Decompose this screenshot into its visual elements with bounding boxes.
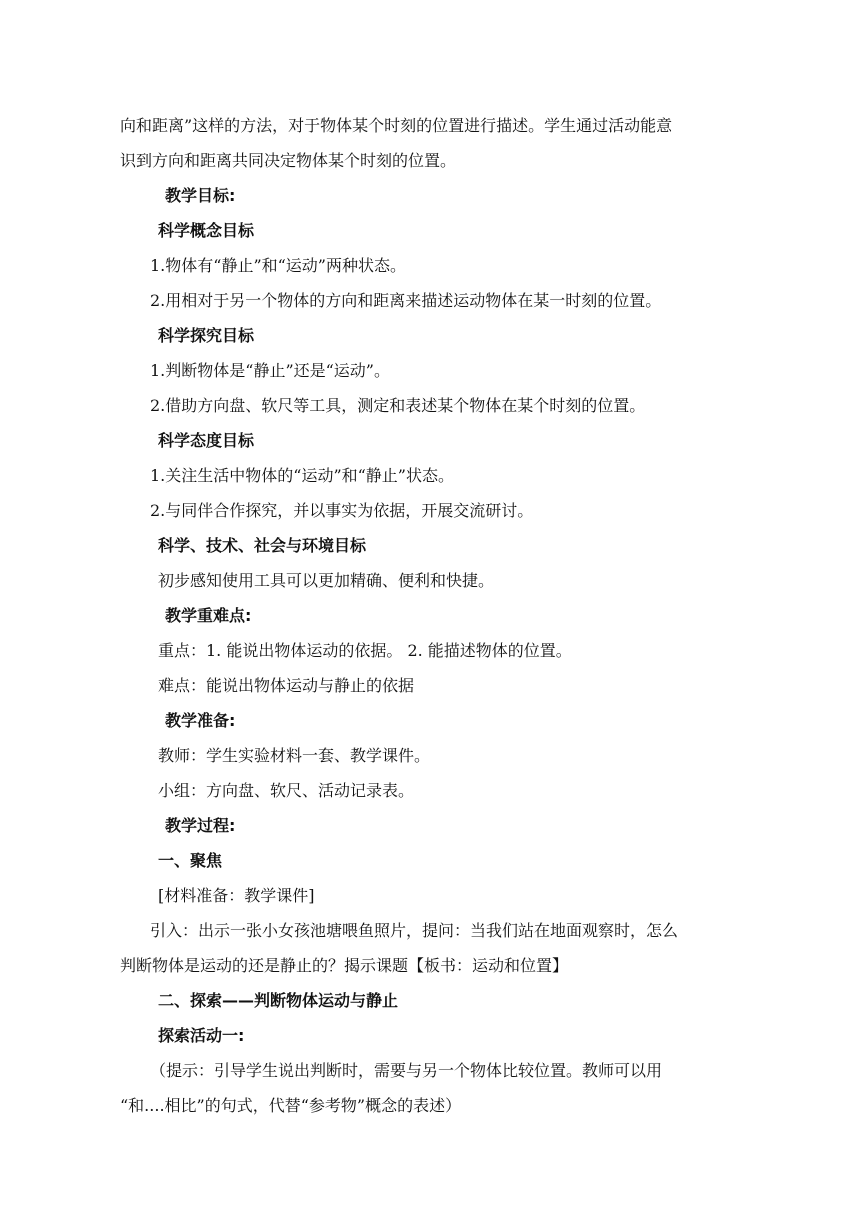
paragraph: [材料准备：教学课件] [158, 886, 315, 905]
subheading-stse: 科学、技术、社会与环境目标 [158, 536, 367, 555]
intro-text-line-2: 识到方向和距离共同决定物体某个时刻的位置。 [120, 151, 457, 170]
section-heading-explore: 二、探索——判断物体运动与静止 [158, 991, 399, 1010]
list-item: 2.借助方向盘、软尺等工具，测定和表述某个物体在某个时刻的位置。 [150, 396, 646, 415]
paragraph: 判断物体是运动的还是静止的？揭示课题【板书：运动和位置】 [120, 956, 569, 975]
paragraph: 难点：能说出物体运动与静止的依据 [158, 676, 415, 695]
paragraph: 教师：学生实验材料一套、教学课件。 [158, 746, 431, 765]
subheading-explore-activity-1: 探索活动一: [158, 1026, 245, 1045]
subheading-science-inquiry: 科学探究目标 [158, 326, 255, 345]
subheading-science-concept: 科学概念目标 [158, 221, 255, 240]
heading-teaching-preparation: 教学准备: [165, 711, 236, 730]
list-item: 1.物体有“静止”和“运动”两种状态。 [150, 256, 406, 275]
paragraph: “和....相比”的句式，代替“参考物”概念的表述） [120, 1096, 462, 1115]
heading-key-difficulties: 教学重难点: [165, 606, 252, 625]
list-item: 1.判断物体是“静止”还是“运动”。 [150, 361, 390, 380]
subheading-science-attitude: 科学态度目标 [158, 431, 255, 450]
paragraph: 初步感知使用工具可以更加精确、便利和快捷。 [158, 571, 495, 590]
section-heading-focus: 一、聚焦 [158, 851, 223, 870]
paragraph: 引入：出示一张小女孩池塘喂鱼照片，提问：当我们站在地面观察时，怎么 [150, 921, 679, 940]
list-item: 1.关注生活中物体的“运动”和“静止”状态。 [150, 466, 454, 485]
list-item: 2.与同伴合作探究，并以事实为依据，开展交流研讨。 [150, 501, 534, 520]
paragraph: （提示：引导学生说出判断时，需要与另一个物体比较位置。教师可以用 [150, 1061, 663, 1080]
paragraph: 重点：1. 能说出物体运动的依据。 2. 能描述物体的位置。 [158, 641, 572, 660]
heading-teaching-process: 教学过程: [165, 816, 236, 835]
paragraph: 小组：方向盘、软尺、活动记录表。 [158, 781, 415, 800]
list-item: 2.用相对于另一个物体的方向和距离来描述运动物体在某一时刻的位置。 [150, 291, 662, 310]
heading-teaching-objectives: 教学目标: [165, 186, 236, 205]
intro-text-line-1: 向和距离”这样的方法，对于物体某个时刻的位置进行描述。学生通过活动能意 [120, 116, 673, 135]
